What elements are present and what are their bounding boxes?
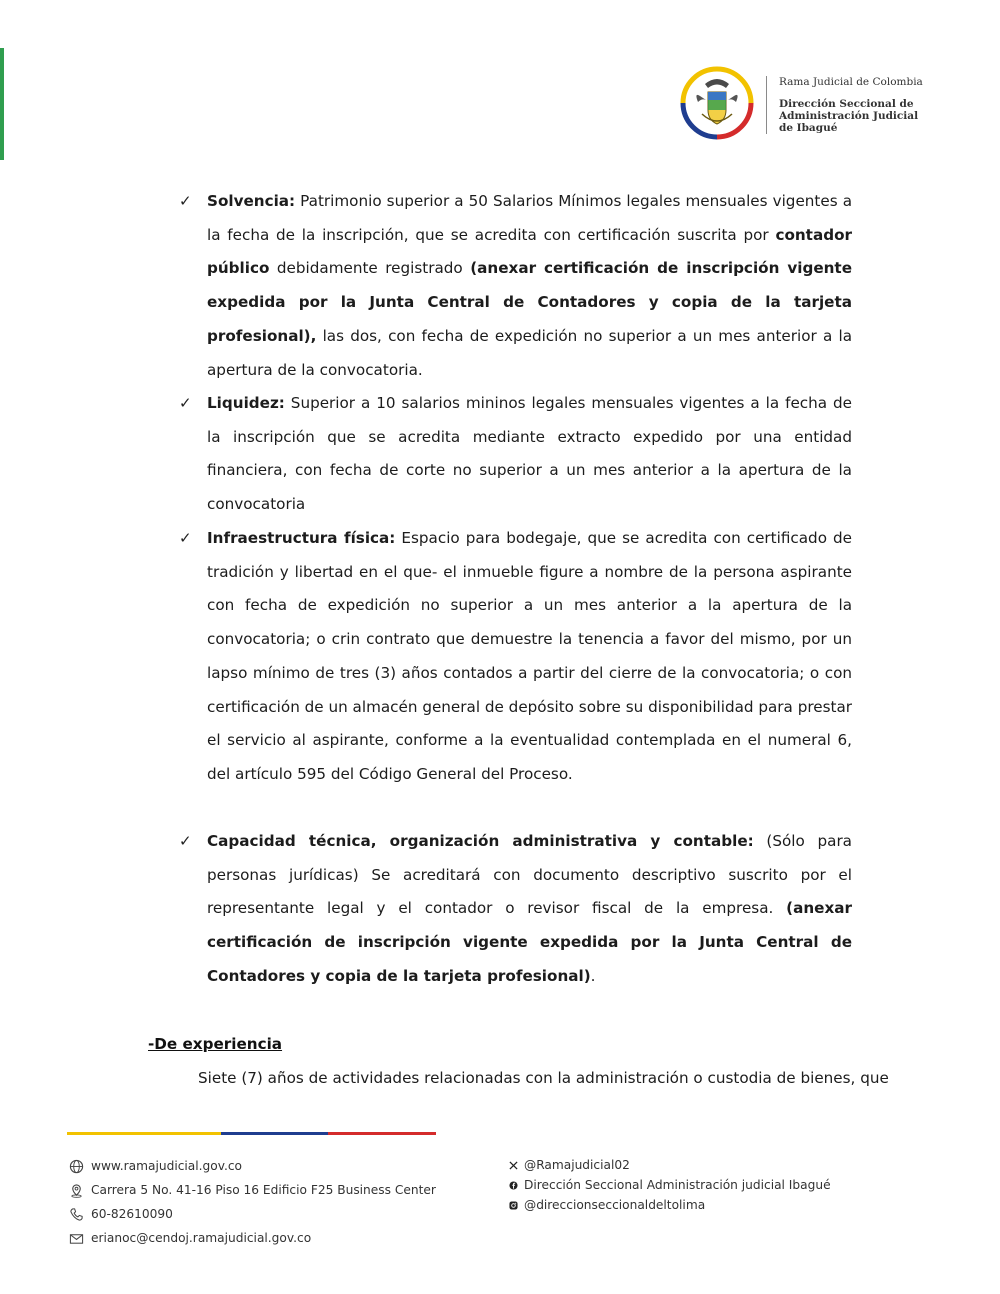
dept-line-2: Administración Judicial: [779, 110, 919, 122]
flag-line-yellow: [67, 1132, 221, 1135]
dept-line-1: Dirección Seccional de: [779, 98, 914, 110]
item-text: debidamente registrado: [269, 259, 471, 278]
instagram-text: @direccionseccionaldeltolima: [524, 1198, 706, 1212]
footer-website[interactable]: [67, 1157, 242, 1175]
x-icon: [508, 1160, 518, 1170]
org-title: Rama Judicial de Colombia: [779, 76, 923, 88]
item-text: Superior a 10 salarios mininos legales mensuales vigentes a la fecha de la inscripción que se acredita mediante extracto expedido por una entidad financiera, con fecha de corte no superior a un mes anterior a la apertura de la convocatoria: [207, 394, 852, 514]
website-text: www.ramajudicial.gov.co: [91, 1159, 243, 1173]
header-divider: [766, 76, 767, 134]
address-text: Carrera 5 No. 41-16 Piso 16 Edificio F25 Business Center: [91, 1183, 436, 1197]
item-text: Patrimonio superior a 50 Salarios Mínimos legales mensuales vigentes a la fecha de la inscripción, que se acredita con certificación suscrita por: [207, 192, 852, 244]
item-label: Liquidez:: [207, 394, 285, 412]
item-label: Solvencia:: [207, 192, 296, 210]
section-title: -De experiencia: [148, 1035, 283, 1053]
footer-phone[interactable]: [67, 1205, 173, 1223]
facebook-icon: [508, 1180, 518, 1190]
phone-text: 60-82610090: [91, 1207, 173, 1221]
requirement-liquidez: [179, 387, 852, 522]
footer-facebook[interactable]: [508, 1178, 831, 1192]
flag-line-blue: [221, 1132, 328, 1135]
mail-icon: [67, 1229, 85, 1247]
item-bold-text: contador público: [207, 225, 852, 278]
footer-address: [67, 1181, 436, 1199]
item-text: las dos, con fecha de expedición no superior a un mes anterior a la apertura de la convocatoria.: [207, 326, 852, 379]
check-icon: ✓: [179, 192, 192, 210]
check-icon: ✓: [179, 529, 192, 547]
requirement-capacidad: [179, 825, 852, 994]
phone-icon: [67, 1205, 85, 1223]
instagram-icon: [508, 1200, 518, 1210]
org-department: [779, 98, 918, 134]
flag-line-red: [328, 1132, 436, 1135]
colombia-seal-logo: [680, 66, 754, 140]
item-bold-text: (anexar certificación de inscripción vigente expedida por la Junta Central de Contadores y copia de la tarjeta profesional): [207, 899, 852, 985]
item-text: (Sólo para personas jurídicas) Se acreditará con documento descriptivo suscrito por el representante legal y el contador o revisor fiscal de la empresa.: [207, 832, 852, 918]
email-text: erianoc@cendoj.ramajudicial.gov.co: [91, 1231, 312, 1245]
check-icon: ✓: [179, 394, 192, 412]
item-label: Capacidad técnica, organización administrativa y contable:: [207, 832, 754, 850]
footer-twitter[interactable]: [508, 1158, 630, 1172]
item-text: Espacio para bodegaje, que se acredita con certificado de tradición y libertad en el que- el inmueble figure a nombre de la persona aspirante con fecha de expedición no superior a un mes anterior a la apertura de la convocatoria; o crin contrato que demuestre la tenencia a favor del mismo, por un lapso mínimo de tres (3) años contados a partir del cierre de la convocatoria; o con certificación de un almacén general de depósito sobre su disponibilidad para prestar el servicio al aspirante, conforme a la eventualidad contemplada en el numeral 6, del artículo 595 del Código General del Proceso.: [207, 529, 853, 783]
section-text: Siete (7) años de actividades relacionadas con la administración o custodia de bienes, que: [198, 1069, 889, 1087]
location-icon: [67, 1181, 85, 1199]
dept-line-3: de Ibagué: [779, 122, 838, 134]
footer-instagram[interactable]: [508, 1198, 705, 1212]
item-bold-text: (anexar certificación de inscripción vigente expedida por la Junta Central de Contadores y copia de la tarjeta profesional),: [207, 259, 852, 345]
check-icon: ✓: [179, 832, 192, 850]
requirement-infraestructura: [179, 522, 853, 792]
facebook-text: Dirección Seccional Administración judicial Ibagué: [524, 1178, 831, 1192]
item-text: .: [590, 966, 596, 985]
twitter-text: @Ramajudicial02: [524, 1158, 630, 1172]
globe-icon: [67, 1157, 85, 1175]
footer-email[interactable]: [67, 1229, 311, 1247]
requirement-solvencia: [179, 185, 852, 387]
green-accent-bar: [0, 48, 4, 160]
item-label: Infraestructura física:: [207, 529, 396, 547]
